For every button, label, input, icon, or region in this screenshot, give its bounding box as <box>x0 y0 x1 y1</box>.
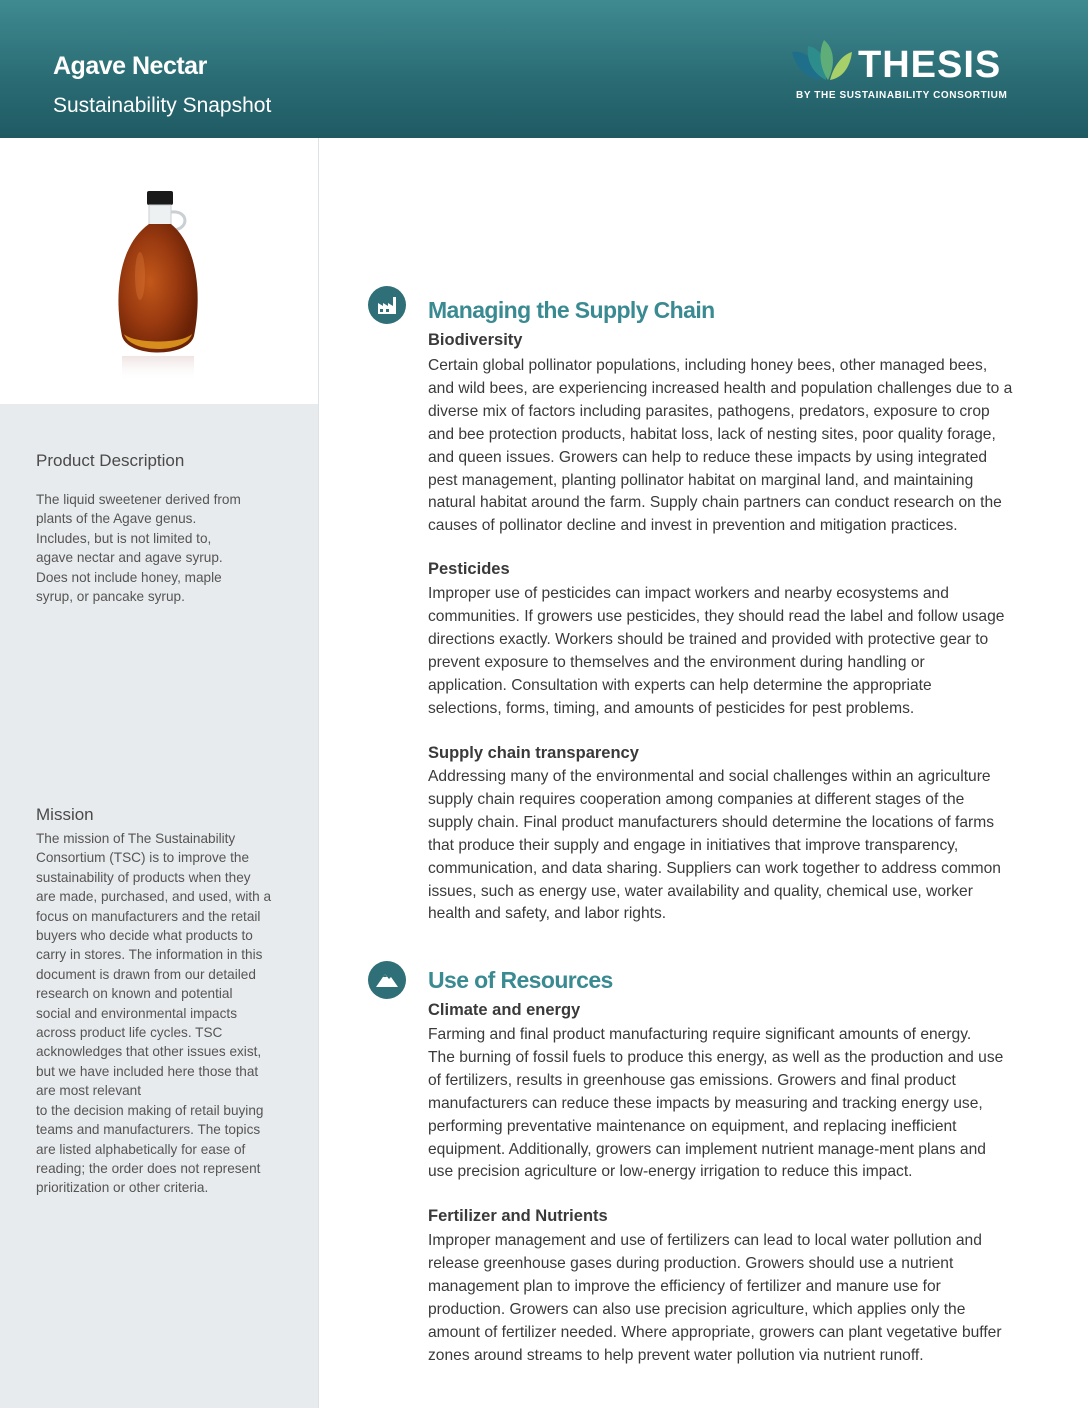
text-line: social and environmental impacts <box>36 1005 237 1021</box>
text-line: syrup, or pancake syrup. <box>36 589 185 605</box>
text-line: issues, such as energy use, water availability and quality, chemical use, worker <box>428 882 973 900</box>
text-line: and queen issues. Growers can help to reduce these impacts by using integrated <box>428 448 988 466</box>
thesis-logo <box>790 36 1030 106</box>
topic-heading-fertilizer-nutrients: Fertilizer and Nutrients <box>428 1207 608 1225</box>
text-line: Addressing many of the environmental and social challenges within an agriculture <box>428 768 991 785</box>
text-line: plants of the Agave genus. <box>36 511 197 527</box>
topic-heading-pesticides: Pesticides <box>428 560 510 578</box>
text-line: buyers who decide what products to <box>36 928 253 944</box>
text-line: communities. If growers use pesticides, they should read the label and follow usage <box>428 607 1005 625</box>
text-line: document is drawn from our detailed <box>36 966 256 982</box>
text-line: zones around streams to help prevent water pollution via nutrient runoff. <box>428 1346 924 1364</box>
factory-icon <box>368 286 406 324</box>
text-line: research on known and potential <box>36 986 233 1002</box>
text-line: Does not include honey, maple <box>36 569 222 585</box>
text-line: health and safety, and labor rights. <box>428 905 667 923</box>
product-title: Agave Nectar <box>53 52 207 80</box>
text-line: to the decision making of retail buying <box>36 1102 264 1118</box>
text-line: prioritization or other criteria. <box>36 1180 209 1196</box>
mission-heading: Mission <box>36 805 94 824</box>
text-line: application. Consultation with experts can help determine the appropriate <box>428 676 932 694</box>
document-subtitle: Sustainability Snapshot <box>53 94 272 117</box>
text-line: Improper use of pesticides can impact workers and nearby ecosystems and <box>428 585 949 602</box>
text-line: supply chain. Final product manufacturers should determine the locations of farms <box>428 813 994 831</box>
topic-text-fertilizer-nutrients <box>428 1230 1038 1367</box>
leaf-logo-icon <box>790 38 854 84</box>
text-line: teams and manufacturers. The topics <box>36 1122 261 1138</box>
text-line: Certain global pollinator populations, including honey bees, other managed bees, <box>428 357 988 374</box>
text-line: Consortium (TSC) is to improve the <box>36 850 250 866</box>
text-line: The burning of fossil fuels to produce this energy, as well as the production and use <box>428 1048 1004 1066</box>
topic-text-biodiversity <box>428 355 1038 538</box>
text-line: sustainability of products when they <box>36 869 251 885</box>
text-line: but we have included here those that <box>36 1063 259 1079</box>
text-line: and wild bees, are experiencing increased health and population challenges due to a <box>428 379 1013 397</box>
logo-wordmark: THESIS <box>858 44 1002 86</box>
text-line: acknowledges that other issues exist, <box>36 1044 262 1060</box>
text-line: release greenhouse gases during production. Growers should use a nutrient <box>428 1254 954 1272</box>
text-line: Farming and final product manufacturing require significant amounts of energy. <box>428 1026 972 1043</box>
section-title-use-of-resources: Use of Resources <box>428 967 613 993</box>
page-header <box>0 0 1088 138</box>
text-line: use precision agriculture or low-energy irrigation to reduce this impact. <box>428 1163 913 1181</box>
mountain-icon <box>368 961 406 999</box>
text-line: are listed alphabetically for ease of <box>36 1141 246 1157</box>
text-line: focus on manufacturers and the retail <box>36 908 261 924</box>
text-line: pest management, planting pollinator habitat on marginal land, and maintaining <box>428 471 974 489</box>
text-line: agave nectar and agave syrup. <box>36 550 223 566</box>
text-line: carry in stores. The information in this <box>36 947 263 963</box>
text-line: reading; the order does not represent <box>36 1160 261 1176</box>
text-line: amount of fertilizer needed. Where appropriate, growers can plant vegetative buffer <box>428 1323 1002 1341</box>
text-line: of fertilizers, results in greenhouse gas emissions. Growers and final product <box>428 1071 956 1089</box>
text-line: directions exactly. Workers should be trained and provided with protective gear to <box>428 630 989 648</box>
text-line: manufacturers can reduce these impacts by measuring and tracking energy use, <box>428 1094 983 1112</box>
topic-text-supply-chain-transparency <box>428 766 1038 926</box>
topic-heading-climate-energy: Climate and energy <box>428 1001 581 1019</box>
text-line: The liquid sweetener derived from <box>36 492 241 507</box>
text-line: are most relevant <box>36 1083 142 1099</box>
section-title-supply-chain: Managing the Supply Chain <box>428 297 715 323</box>
column-divider <box>318 138 319 1408</box>
text-line: production. Growers can also use precision agriculture, which applies only the <box>428 1300 966 1318</box>
topic-heading-supply-chain-transparency: Supply chain transparency <box>428 744 639 762</box>
topic-heading-biodiversity: Biodiversity <box>428 331 523 349</box>
logo-tagline: BY THE SUSTAINABILITY CONSORTIUM <box>796 90 1008 101</box>
text-line: natural habitat around the farm. Supply chain partners can conduct research on the <box>428 494 1002 512</box>
text-line: Improper management and use of fertilizers can lead to local water pollution and <box>428 1232 982 1249</box>
text-line: are made, purchased, and used, with a <box>36 889 272 905</box>
syrup-bottle-image <box>108 186 208 386</box>
text-line: diverse mix of factors including parasites, pathogens, predators, exposure to crop <box>428 402 990 420</box>
text-line: across product life cycles. TSC <box>36 1025 223 1041</box>
topic-text-pesticides <box>428 583 1038 720</box>
text-line: Includes, but is not limited to, <box>36 530 212 546</box>
text-line: equipment. Additionally, growers can implement nutrient manage-ment plans and <box>428 1140 986 1158</box>
text-line: The mission of The Sustainability <box>36 831 236 846</box>
text-line: selections, forms, timing, and amounts of pesticides for pest problems. <box>428 699 915 717</box>
mission-text <box>36 829 271 1198</box>
product-description-heading: Product Description <box>36 451 185 470</box>
text-line: communication, and data sharing. Suppliers can work together to address common <box>428 859 1001 877</box>
topic-text-climate-energy <box>428 1024 1038 1184</box>
text-line: prevent exposure to themselves and the environment during handling or <box>428 653 925 671</box>
text-line: causes of pollinator decline and invest in prevention and mitigation practices. <box>428 517 958 535</box>
text-line: and bee protection products, habitat loss, lack of nesting sites, poor quality forage, <box>428 425 996 443</box>
text-line: that produce their supply and engage in initiatives that improve transparency, <box>428 836 959 854</box>
text-line: management plan to improve the efficiency of fertilizer and manure use for <box>428 1277 941 1295</box>
text-line: performing preventative maintenance on equipment, and replacing inefficient <box>428 1117 957 1135</box>
product-description-text <box>36 490 241 606</box>
text-line: supply chain requires cooperation among companies at different stages of the <box>428 790 965 808</box>
